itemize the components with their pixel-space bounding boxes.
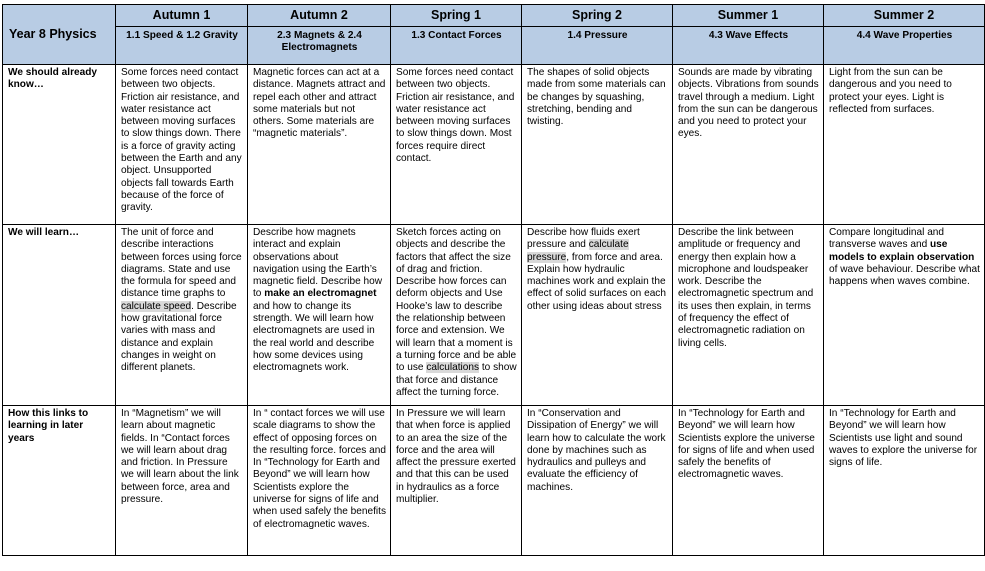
cell-text: In Pressure we will learn that when force is applied to an area the size of the force and the area will affect the pressure exerted and that this can be used in hydraulics as a force multiplier. [396,408,516,506]
cell-text: In “Technology for Earth and Beyond” we will learn how Scientists explore the universe for signs of life and when used safely the benefits of electromagnetic waves. [678,408,815,481]
topic-header: 1.4 Pressure [522,27,673,65]
cell-text: The unit of force and describe interactions between forces using force diagrams. State and use the formula for speed and distance time graphs to [121,227,242,300]
cell-text: Sounds are made by vibrating objects. Vibrations from sounds travel through a medium. Light from the sun can be dangerous and you need to protect your eyes. [678,67,819,140]
cell-text: Some forces need contact between two objects. Friction air resistance, and water resistance act between moving surfaces to slow things down. Most forces require direct contact. [396,67,515,165]
topic-header: 4.3 Wave Effects [673,27,824,65]
table-cell [391,65,522,225]
table-cell [522,225,673,406]
cell-text: . Describe how gravitational force varies with mass and distance and explain changes in weight on different planets. [121,300,237,374]
term-header: Spring 2 [522,5,673,27]
table-cell [824,406,985,556]
table-cell [673,65,824,225]
cell-text: In “Technology for Earth and Beyond” we will learn how Scientists use light and sound waves to explore the universe for signs of life. [829,408,978,469]
cell-text: Describe how magnets interact and explain observations about navigation using the Earth’s magnetic field. Describe how to [253,227,383,300]
bold-text: make an electromagnet [264,288,377,300]
cell-text: Describe how fluids exert pressure and [527,227,640,251]
cell-text: Describe the link between amplitude or frequency and energy then explain how a microphone and loudspeaker work. Describe the electromagnetic spectrum and its uses then explain, in terms of frequency the effect of electromagnetic radiation on living cells. [678,227,814,349]
term-header-row [3,5,985,27]
highlighted-text: calculate speed [121,300,192,312]
highlighted-text: calculations [426,362,480,374]
cell-text: to show that force and distance affect the turning force. [396,362,517,398]
cell-text: In “Conservation and Dissipation of Energy” we will learn how to calculate the work done by machines such as hydraulics and pulleys and evaluate the efficiency of machines. [527,408,666,493]
table-cell [673,406,824,556]
table-cell [391,225,522,406]
table-cell [522,65,673,225]
term-header: Summer 2 [824,5,985,27]
topic-header-row [3,27,985,65]
bold-text: use models to explain observation [829,239,975,263]
term-header: Autumn 1 [116,5,248,27]
row-header: We will learn… [3,225,116,406]
table-cell [248,225,391,406]
row-header: How this links to learning in later years [3,406,116,556]
table-cell [824,65,985,225]
cell-text: In “Magnetism” we will learn about magnetic fields. In “Contact forces we will learn about drag and friction. In Pressure we will learn about the link between force, area and pressure. [121,408,239,506]
row-header: We should already know… [3,65,116,225]
table-cell [248,406,391,556]
table-cell [824,225,985,406]
cell-text: Magnetic forces can act at a distance. Magnets attract and repel each other and attract some materials but not others. Some materials are “magnetic materials”. [253,67,386,140]
table-cell [673,225,824,406]
cell-text: Compare longitudinal and transverse waves and [829,227,945,251]
cell-text: In “ contact forces we will use scale diagrams to show the effect of opposing forces on the resulting force. forces and In “Technology for Earth and Beyond” we will learn how Scientists explore the universe for signs of life and when used safely the benefits of electromagnetic waves. [253,408,386,530]
cell-text: Some forces need contact between two objects. Friction air resistance, and water resistance act between moving surfaces to slow things down. There is a force of gravity acting between the Earth and any object. Unsupported objects fall towards Earth because of the force of gravity. [121,67,242,214]
table-row [3,406,985,556]
table-cell [116,225,248,406]
highlighted-text: calculate pressure [527,239,629,263]
cell-text: , from force and area. Explain how hydraulic machines work and explain the effect of solid surfaces on each other using ideas about stress [527,251,666,312]
term-header: Autumn 2 [248,5,391,27]
table-cell [116,406,248,556]
curriculum-table [2,4,985,556]
table-cell [116,65,248,225]
term-header: Summer 1 [673,5,824,27]
cell-text: of wave behaviour. Describe what happens when waves combine. [829,263,980,288]
cell-text: The shapes of solid objects made from some materials can be changes by squashing, stretching, bending and twisting. [527,67,666,128]
topic-header: 2.3 Magnets & 2.4 Electromagnets [248,27,391,65]
cell-text: Light from the sun can be dangerous and you need to protect your eyes. Light is reflected from surfaces. [829,67,952,115]
table-cell [248,65,391,225]
term-header: Spring 1 [391,5,522,27]
table-cell [391,406,522,556]
table-row [3,225,985,406]
cell-text: and how to change its strength. We will learn how electromagnets are used in the real world and describe how some devices using electromagnets work. [253,300,375,374]
table-cell [522,406,673,556]
topic-header: 1.3 Contact Forces [391,27,522,65]
topic-header: 1.1 Speed & 1.2 Gravity [116,27,248,65]
table-title: Year 8 Physics [3,5,116,65]
topic-header: 4.4 Wave Properties [824,27,985,65]
table-row [3,65,985,225]
cell-text: Sketch forces acting on objects and describe the factors that affect the size of drag and friction. Describe how forces can deform objects and Use Hooke’s law to describe the relationship between force and extension. We will learn that a moment is a turning force and be able to use [396,227,517,374]
